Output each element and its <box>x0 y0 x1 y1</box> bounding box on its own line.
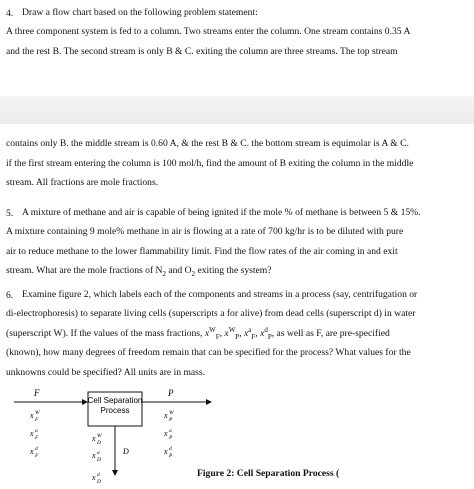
q4-line-1: Draw a flow chart based on the following problem statement: <box>22 7 258 18</box>
q5-line-3: air to reduce methane to the lower flammability limit. Find the flow rates of the air coming in and exit <box>6 245 398 257</box>
label-D: D <box>123 447 129 456</box>
svg-text:x: x <box>164 411 168 420</box>
label-F: F <box>34 388 40 398</box>
svg-text:P: P <box>169 435 173 441</box>
svg-text:x: x <box>92 473 96 482</box>
svg-text:x: x <box>30 429 34 438</box>
q5-line-2: A mixture containing 9 mole% methane in air is flowing at a rate of 700 kg/hr is to be diluted with pure <box>6 226 404 237</box>
q4-line-4: contains only B. the middle stream is 0.60 A, & the rest B & C. the bottom stream is equimolar is A & C. <box>6 138 409 149</box>
q4-line-3: and the rest B. The second stream is only B & C. exiting the column are three streams. The top stream <box>6 45 398 57</box>
svg-text:F: F <box>35 417 39 423</box>
svg-text:F: F <box>35 435 39 441</box>
q6-line-2: di-electrophoresis) to separate living cells (superscripts a for alive) from dead cells (superscript d) in water <box>6 308 416 319</box>
question-5-body <box>6 222 468 281</box>
scan-gap <box>0 96 474 124</box>
svg-text:a: a <box>169 428 172 434</box>
feed-x-a <box>29 428 39 441</box>
svg-text:P: P <box>169 417 173 423</box>
svg-text:W: W <box>97 433 102 439</box>
q4-line-2: A three component system is fed to a column. Two streams enter the column. One stream contains 0.35 A <box>6 26 411 37</box>
svg-text:d: d <box>97 472 100 478</box>
q6-line-5: unknowns could be specified? All units are in mass. <box>6 366 206 378</box>
label-P: P <box>168 388 174 398</box>
svg-text:a: a <box>35 428 38 434</box>
svg-text:x: x <box>92 434 96 443</box>
svg-text:x: x <box>30 411 34 420</box>
svg-text:a: a <box>97 450 100 456</box>
svg-text:x: x <box>164 447 168 456</box>
box-title-1: Cell Separation <box>87 396 143 405</box>
svg-text:F: F <box>35 453 39 459</box>
product-arrowhead <box>206 399 212 405</box>
question-6-number: 6. <box>6 290 14 301</box>
q4-line-5: if the first stream entering the column is 100 mol/h, find the amount of B exiting the column in the middle <box>6 157 414 169</box>
q6-line-4: (known), how many degrees of freedom remain that can be specified for the process? What values for the <box>6 347 411 358</box>
product-x-d <box>163 446 173 459</box>
svg-text:W: W <box>169 410 174 416</box>
q4-line-6: stream. All fractions are mole fractions. <box>6 177 159 188</box>
q6-line-3: (superscript W). If the values of the mass fractions, $x^W_F$, $x^W_P$, $x^a_F$, $x^d_P$, as well as F, are pre-specified <box>6 325 390 341</box>
product-x-a <box>163 428 173 441</box>
question-5-number: 5. <box>6 208 14 219</box>
svg-text:x: x <box>92 451 96 460</box>
waste-arrowhead <box>112 470 118 476</box>
waste-x-w <box>91 433 102 446</box>
question-4-continued <box>6 134 468 193</box>
svg-text:D: D <box>97 457 101 463</box>
feed-x-w <box>29 410 40 423</box>
svg-text:D: D <box>97 440 101 446</box>
question-5-text <box>22 203 468 223</box>
feed-x-d <box>29 446 39 459</box>
question-4-number: 4. <box>6 8 14 19</box>
svg-text:x: x <box>164 429 168 438</box>
waste-x-d <box>91 472 101 485</box>
question-4-text <box>22 3 468 23</box>
product-x-w <box>163 410 174 423</box>
svg-text:d: d <box>35 446 38 452</box>
svg-text:P: P <box>169 453 173 459</box>
q6-line-1: Examine figure 2, which labels each of the components and streams in a process (say, centrifugation or <box>22 289 418 300</box>
waste-x-a <box>91 450 101 463</box>
svg-text:W: W <box>35 410 40 416</box>
figure-caption: Figure 2: Cell Separation Process ( <box>197 468 340 479</box>
svg-text:D: D <box>97 479 101 485</box>
q5-line-4: stream. What are the mole fractions of $N_2$ and $O_2$ exiting the system? <box>6 265 272 278</box>
svg-text:d: d <box>169 446 172 452</box>
question-6-text <box>22 285 468 305</box>
q5-line-1: A mixture of methane and air is capable of being ignited if the mole % of methane is between 5 & 15%. <box>22 207 421 218</box>
question-6-body <box>6 304 468 382</box>
question-4-body <box>6 22 468 61</box>
svg-text:x: x <box>30 447 34 456</box>
box-title-2: Process <box>100 406 130 415</box>
